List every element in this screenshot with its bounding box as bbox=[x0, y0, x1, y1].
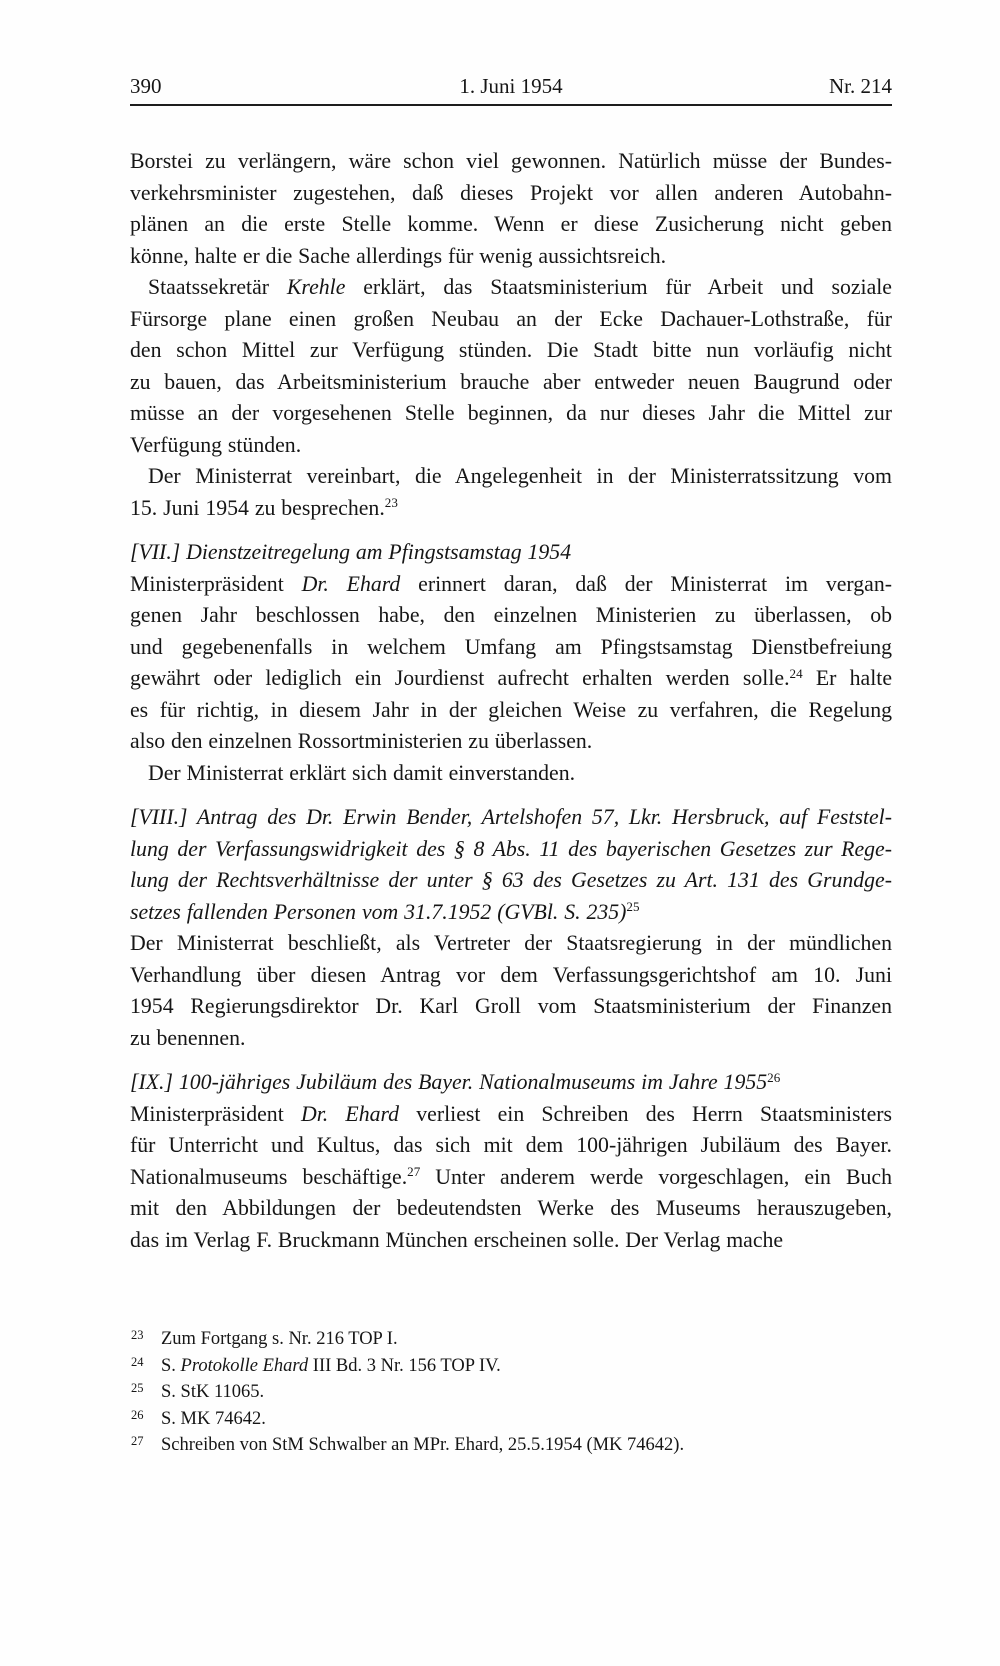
text-block bbox=[130, 74, 892, 1256]
text-line: zu bauen, das Arbeitsministerium brauche aber entweder neuen Baugrund oder bbox=[130, 369, 892, 394]
text-line: zu benennen. bbox=[130, 1025, 246, 1050]
text-line: [VII.] Dienstzeitregelung am Pfingstsamstag 1954 bbox=[130, 540, 572, 564]
text-line: Der Ministerrat erklärt sich damit einverstanden. bbox=[148, 760, 576, 785]
section-heading bbox=[130, 1067, 892, 1099]
text-line: Nationalmuseums beschäftige.$^{27}$ Unter anderem werde vorgeschlagen, ein Buch bbox=[130, 1164, 892, 1189]
text-line: Ministerpräsident Dr. Ehard verliest ein Schreiben des Herrn Staatsministers bbox=[130, 1101, 892, 1126]
text-line: und gegebenenfalls in welchem Umfang am Pfingstsamstag Dienstbefreiung bbox=[130, 634, 892, 659]
running-head bbox=[130, 74, 892, 100]
footnote-text: S. MK 74642. bbox=[161, 1408, 266, 1429]
footnote-ref: 25 bbox=[626, 899, 640, 915]
page-number: 390 bbox=[130, 74, 162, 98]
footnote-text: S. StK 11065. bbox=[161, 1382, 265, 1402]
paragraph bbox=[130, 928, 892, 1054]
text-line: Borstei zu verlängern, wäre schon viel gewonnen. Natürlich müsse der Bundes- bbox=[130, 149, 892, 173]
text-line: lung der Rechtsverhältnisse der unter § 63 des Gesetzes zu Art. 131 des Grundge- bbox=[130, 868, 892, 892]
footnote-number: 25 bbox=[131, 1381, 144, 1395]
text-line: Der Ministerrat vereinbart, die Angelegenheit in der Ministerratssitzung vom bbox=[148, 464, 892, 488]
paragraph bbox=[130, 758, 892, 790]
footnote-text: Zum Fortgang s. Nr. 216 TOP I. bbox=[161, 1329, 398, 1349]
header-rule bbox=[130, 104, 892, 106]
text-line: das im Verlag F. Bruckmann München erscheinen solle. Der Verlag mache bbox=[130, 1227, 784, 1252]
paragraph bbox=[130, 461, 892, 524]
footnote-ref: 23 bbox=[384, 495, 398, 511]
text-line: genen Jahr beschlossen habe, den einzelnen Ministerien zu überlassen, ob bbox=[130, 603, 892, 627]
document-content bbox=[130, 146, 892, 1256]
footnote-number: 23 bbox=[131, 1328, 144, 1342]
footnote bbox=[130, 1432, 892, 1459]
text-line: Ministerpräsident Dr. Ehard erinnert daran, daß der Ministerrat im vergan- bbox=[130, 571, 892, 596]
text-line: [IX.] 100-jähriges Jubiläum des Bayer. Nationalmuseums im Jahre 1955$^{26}$ bbox=[130, 1069, 781, 1094]
text-line: Verhandlung über diesen Antrag vor dem Verfassungsgerichtshof am 10. Juni bbox=[130, 962, 892, 987]
footnote-text: Schreiben von StM Schwalber an MPr. Ehard, 25.5.1954 (MK 74642). bbox=[161, 1435, 685, 1455]
text-line: gewährt oder lediglich ein Jourdienst aufrecht erhalten werden solle.$^{24}$ Er halte bbox=[130, 665, 892, 690]
text-line: Fürsorge plane einen großen Neubau an der Ecke Dachauer-Lothstraße, für bbox=[130, 306, 892, 331]
header-issue-number: Nr. 214 bbox=[829, 74, 892, 98]
text-line: müsse an der vorgesehenen Stelle beginnen, da nur dieses Jahr die Mittel zur bbox=[130, 401, 892, 425]
text-line: lung der Verfassungswidrigkeit des § 8 Abs. 11 des bayerischen Gesetzes zur Rege- bbox=[130, 836, 892, 861]
text-line: den schon Mittel zur Verfügung stünden. Die Stadt bitte nun vorläufig nicht bbox=[130, 338, 892, 362]
paragraph bbox=[130, 146, 892, 272]
text-line: Verfügung stünden. bbox=[130, 432, 302, 457]
footnote bbox=[130, 1326, 892, 1353]
header-date: 1. Juni 1954 bbox=[459, 74, 563, 98]
footnote-ref: 27 bbox=[407, 1164, 421, 1180]
footnote bbox=[130, 1406, 892, 1433]
paragraph bbox=[130, 272, 892, 461]
footnote bbox=[130, 1379, 892, 1406]
footnote-text: S. Protokolle Ehard III Bd. 3 Nr. 156 TOP IV. bbox=[161, 1355, 501, 1376]
footnote-number: 24 bbox=[131, 1354, 144, 1369]
section-heading bbox=[130, 537, 892, 569]
footnote bbox=[130, 1353, 892, 1380]
paragraph bbox=[130, 1099, 892, 1257]
text-line: Der Ministerrat beschließt, als Vertreter der Staatsregierung in der mündlichen bbox=[130, 931, 892, 955]
footnote-number: 26 bbox=[131, 1407, 144, 1422]
footnote-ref: 24 bbox=[789, 665, 803, 681]
text-line: für Unterricht und Kultus, das sich mit dem 100-jährigen Jubiläum des Bayer. bbox=[130, 1133, 892, 1157]
footnotes-block bbox=[130, 1326, 892, 1459]
text-line: verkehrsminister zugestehen, daß dieses Projekt vor allen anderen Autobahn- bbox=[130, 180, 892, 205]
text-line: könne, halte er die Sache allerdings für wenig aussichtsreich. bbox=[130, 243, 667, 268]
paragraph bbox=[130, 569, 892, 758]
text-line: Staatssekretär Krehle erklärt, das Staatsministerium für Arbeit und soziale bbox=[148, 275, 892, 299]
text-line: plänen an die erste Stelle komme. Wenn er diese Zusicherung nicht geben bbox=[130, 212, 892, 236]
footnote-ref: 26 bbox=[767, 1069, 781, 1085]
text-line: [VIII.] Antrag des Dr. Erwin Bender, Artelshofen 57, Lkr. Hersbruck, auf Feststel- bbox=[130, 805, 892, 829]
text-line: 15. Juni 1954 zu besprechen.$^{23}$ bbox=[130, 495, 398, 520]
text-line: 1954 Regierungsdirektor Dr. Karl Groll vom Staatsministerium der Finanzen bbox=[130, 994, 892, 1018]
text-line: mit den Abbildungen der bedeutendsten Werke des Museums herauszugeben, bbox=[130, 1196, 892, 1220]
footnote-number: 27 bbox=[131, 1434, 144, 1448]
text-line: es für richtig, in diesem Jahr in der gleichen Weise zu verfahren, die Regelung bbox=[130, 697, 892, 722]
text-line: setzes fallenden Personen vom 31.7.1952 (GVBl. S. 235)$^{25}$ bbox=[130, 899, 640, 924]
text-line: also den einzelnen Rossortministerien zu überlassen. bbox=[130, 729, 593, 753]
section-heading bbox=[130, 802, 892, 928]
